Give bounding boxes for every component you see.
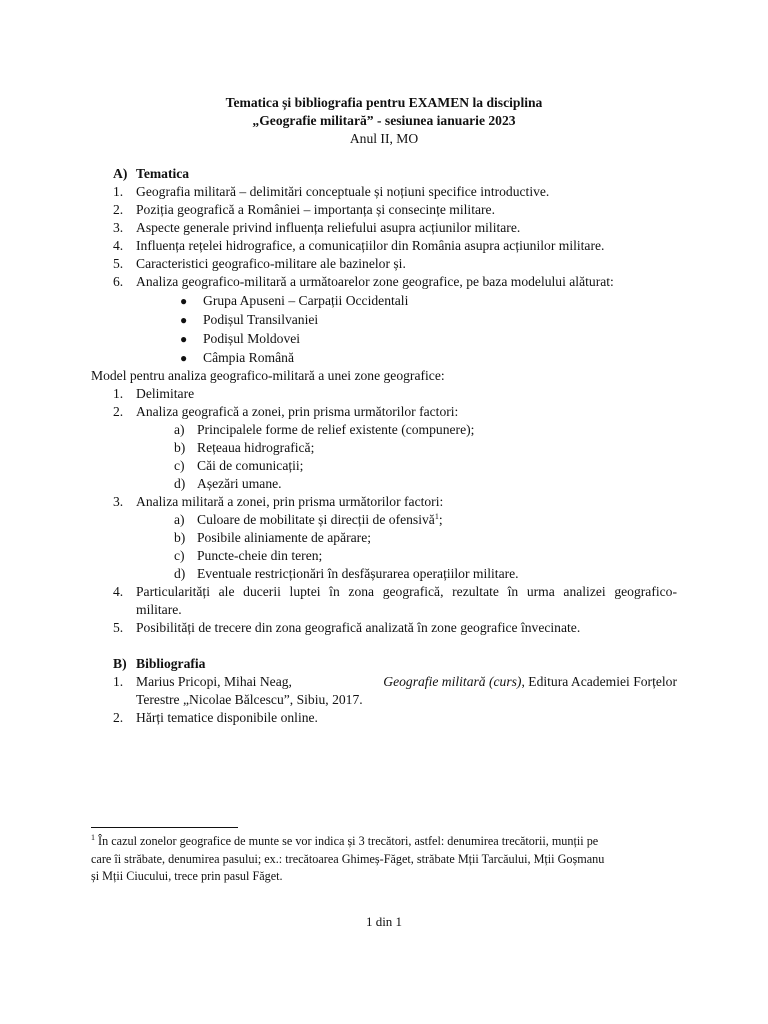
tematica-item: Caracteristici geografico-militare ale bazinelor și. bbox=[136, 256, 406, 271]
subitem: Puncte-cheie din teren; bbox=[197, 548, 323, 563]
subitem bbox=[197, 511, 443, 529]
subitem-letter: b) bbox=[174, 530, 186, 545]
bibliography-entry-line2: Terestre „Nicolae Bălcescu”, Sibiu, 2017. bbox=[136, 692, 363, 707]
subitem-letter: d) bbox=[174, 566, 186, 581]
footnote-line3: și Mții Ciucului, trece prin pasul Făget. bbox=[91, 869, 283, 883]
footnote-line2: care îi străbate, denumirea pasului; ex.: trecătoarea Ghimeș-Făget, străbate Mții Tarcăului, Mții Goșmanu bbox=[91, 852, 605, 866]
model-item: Analiza militară a zonei, prin prisma următorilor factori: bbox=[136, 494, 444, 509]
subitem: Principalele forme de relief existente (compunere); bbox=[197, 422, 475, 437]
footnote-text: În cazul zonelor geografice de munte se vor indica și 3 trecători, astfel: denumirea trecătorii, munții pe bbox=[95, 834, 599, 848]
tematica-item-number: 5. bbox=[113, 256, 124, 271]
model-item-line1: Particularități ale ducerii luptei în zona geografică, rezultate în urma analizei geografico- bbox=[136, 584, 677, 599]
subitem-letter: c) bbox=[174, 548, 185, 563]
tematica-item-number: 2. bbox=[113, 202, 124, 217]
subitem: Posibile aliniamente de apărare; bbox=[197, 530, 372, 545]
bibliography-title: Geografie militară (curs) bbox=[383, 674, 522, 689]
document-subtitle: Anul II, MO bbox=[349, 131, 419, 146]
model-item-number: 3. bbox=[113, 494, 124, 509]
footnote-line1 bbox=[91, 833, 598, 851]
document-title-line1: Tematica și bibliografia pentru EXAMEN la disciplina bbox=[225, 95, 543, 110]
zone-item: Grupa Apuseni – Carpații Occidentali bbox=[203, 293, 409, 308]
subitem-letter: a) bbox=[174, 422, 185, 437]
subitem: Așezări umane. bbox=[197, 476, 282, 491]
model-item-number: 4. bbox=[113, 584, 124, 599]
subitem-letter: b) bbox=[174, 440, 186, 455]
bullet-icon: ● bbox=[180, 351, 188, 365]
tematica-item: Poziția geografică a României – importanța și consecințe militare. bbox=[136, 202, 495, 217]
tematica-item-number: 4. bbox=[113, 238, 124, 253]
subitem-text: Culoare de mobilitate și direcții de ofensivă bbox=[197, 512, 435, 527]
zone-item: Podișul Transilvaniei bbox=[203, 312, 319, 327]
bibliography-authors: Marius Pricopi, Mihai Neag, bbox=[136, 674, 292, 689]
model-item-number: 2. bbox=[113, 404, 124, 419]
tematica-item: Analiza geografico-militară a următoarelor zone geografice, pe baza modelului alăturat: bbox=[136, 274, 614, 289]
section-b-heading: Bibliografia bbox=[136, 656, 206, 671]
subitem: Căi de comunicații; bbox=[197, 458, 304, 473]
tematica-item-number: 1. bbox=[113, 184, 124, 199]
bibliography-entry-line1 bbox=[136, 673, 677, 691]
tematica-item-number: 3. bbox=[113, 220, 124, 235]
footnote-separator bbox=[91, 827, 238, 828]
bibliography-title-and-publisher bbox=[383, 673, 677, 691]
bibliography-item-number: 1. bbox=[113, 674, 124, 689]
page-number: 1 din 1 bbox=[365, 914, 403, 929]
document-title-line2: „Geografie militară” - sesiunea ianuarie 2023 bbox=[252, 113, 516, 128]
tematica-item: Influența rețelei hidrografice, a comunicațiilor din România asupra acțiunilor militare. bbox=[136, 238, 605, 253]
subitem: Eventuale restricționări în desfășurarea operațiilor militare. bbox=[197, 566, 519, 581]
zone-item: Podișul Moldovei bbox=[203, 331, 301, 346]
model-item: Analiza geografică a zonei, prin prisma următorilor factori: bbox=[136, 404, 459, 419]
subitem: Rețeaua hidrografică; bbox=[197, 440, 315, 455]
tematica-item: Aspecte generale privind influența reliefului asupra acțiunilor militare. bbox=[136, 220, 521, 235]
subitem-tail: ; bbox=[438, 512, 443, 527]
tematica-item: Geografia militară – delimitări conceptuale și noțiuni specifice introductive. bbox=[136, 184, 550, 199]
bullet-icon: ● bbox=[180, 332, 188, 346]
tematica-item-number: 6. bbox=[113, 274, 124, 289]
model-item-number: 1. bbox=[113, 386, 124, 401]
model-item-number: 5. bbox=[113, 620, 124, 635]
subitem-letter: c) bbox=[174, 458, 185, 473]
model-item-line2: militare. bbox=[136, 602, 182, 617]
bullet-icon: ● bbox=[180, 313, 188, 327]
footnote-reference[interactable]: 1 bbox=[434, 512, 439, 521]
subitem-letter: d) bbox=[174, 476, 186, 491]
model-item: Delimitare bbox=[136, 386, 195, 401]
bullet-icon: ● bbox=[180, 294, 188, 308]
footnote-mark: 1 bbox=[91, 833, 95, 842]
section-a-heading: Tematica bbox=[136, 166, 190, 181]
bibliography-item: Hărți tematice disponibile online. bbox=[136, 710, 318, 725]
section-a-letter: A) bbox=[113, 166, 128, 181]
bibliography-item-number: 2. bbox=[113, 710, 124, 725]
subitem-letter: a) bbox=[174, 512, 185, 527]
zone-item: Câmpia Română bbox=[203, 350, 294, 365]
bibliography-publisher: , Editura Academiei Forțelor bbox=[521, 674, 677, 689]
model-intro: Model pentru analiza geografico-militară a unei zone geografice: bbox=[91, 368, 445, 383]
model-item: Posibilități de trecere din zona geografică analizată în zone geografice învecinate. bbox=[136, 620, 581, 635]
section-b-letter: B) bbox=[113, 656, 127, 671]
